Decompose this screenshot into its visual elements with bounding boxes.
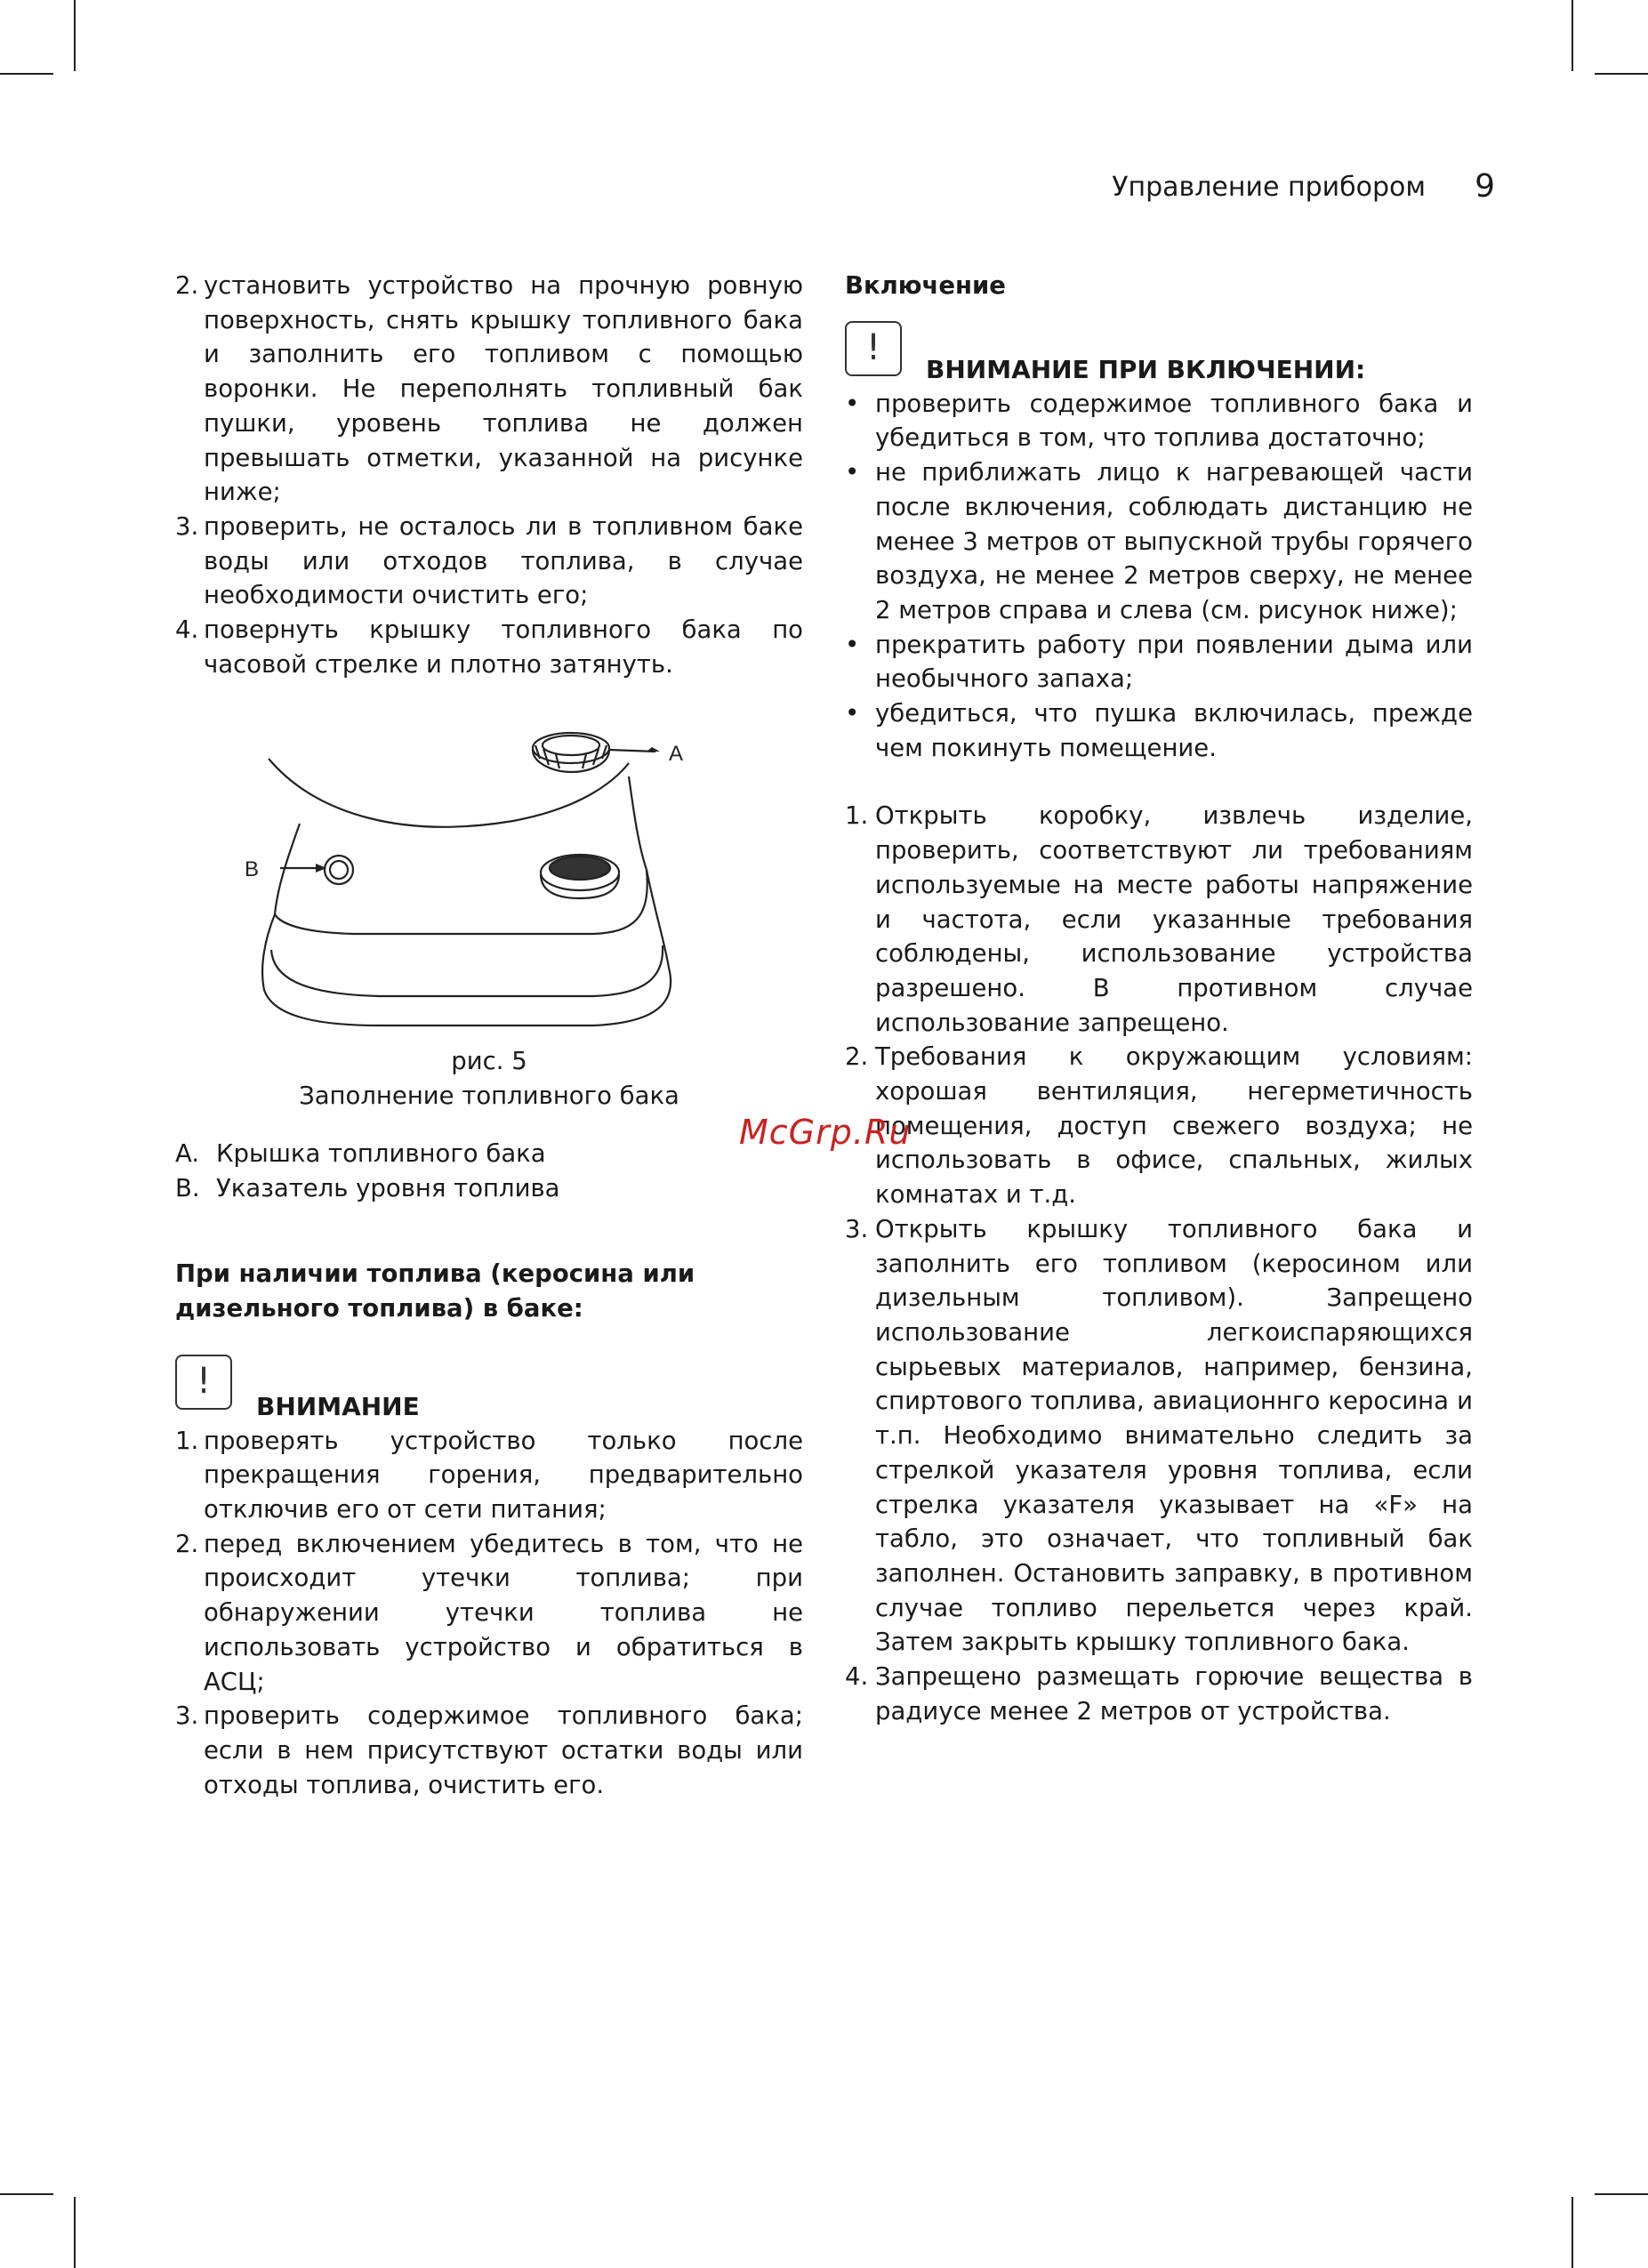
warning-title: ВНИМАНИЕ ПРИ ВКЛЮЧЕНИИ: [926, 354, 1366, 384]
crop-mark [1572, 0, 1573, 71]
list-item: 1. проверять устройство только после прекращения горения, предварительно отключив его от сети питания; [175, 1426, 803, 1524]
warning-list [175, 1424, 803, 1803]
page-number: 9 [1475, 168, 1495, 205]
label-a: A [669, 742, 684, 767]
list-item: 1. Открыть коробку, извлечь изделие, проверить, соответствуют ли требованиям используемые на месте работы напряжение и частота, если указанные требования соблюдены, использование устройства разрешено. В противном случае использование запрещено. [845, 801, 1473, 1037]
warning-header [845, 321, 1473, 387]
section-heading: При наличии топлива (керосина или дизельного топлива) в баке: [175, 1259, 695, 1323]
list-item: • убедиться, что пушка включилась, прежде чем покинуть помещение. [845, 699, 1473, 762]
list-item: • прекратить работу при появлении дыма или необычного запаха; [845, 630, 1473, 694]
startup-warning-list [845, 387, 1473, 766]
warning-header [175, 1355, 803, 1424]
figure-caption [175, 1044, 803, 1113]
section-heading: Включение [845, 271, 1006, 300]
legend-item: B. Указатель уровня топлива [175, 1173, 560, 1202]
startup-steps-list [845, 799, 1473, 1728]
list-item: 2. перед включением убедитесь в том, что не происходит утечки топлива; при обнаружении утечки топлива не использовать устройство и обратиться в АСЦ; [175, 1529, 803, 1696]
figure-legend [175, 1137, 803, 1205]
crop-mark [1595, 73, 1648, 75]
refuel-steps-list [175, 269, 803, 681]
crop-mark [74, 2197, 76, 2268]
left-column [175, 269, 803, 1802]
figure-number: рис. 5 [451, 1047, 527, 1076]
list-item: • проверить содержимое топливного бака и убедиться в том, что топлива достаточно; [845, 389, 1473, 453]
crop-mark [74, 0, 76, 71]
list-item: 3. проверить содержимое топливного бака; если в нем присутствуют остатки воды или отходы топлива, очистить его. [175, 1701, 803, 1799]
running-header: Управление прибором [1112, 172, 1426, 203]
crop-mark [1572, 2197, 1573, 2268]
list-item: 4. Запрещено размещать горючие вещества в радиусе менее 2 метров от устройства. [845, 1662, 1473, 1725]
warning-title: ВНИМАНИЕ [256, 1391, 420, 1421]
legend-item: A. Крышка топливного бака [175, 1138, 546, 1168]
list-item: 4. повернуть крышку топливного бака по часовой стрелке и плотно затянуть. [175, 615, 803, 679]
fuel-tank-figure [175, 710, 803, 1039]
list-item: 2. установить устройство на прочную ровную поверхность, снять крышку топливного бака и заполнить его топливом с помощью воронки. Не переполнять топливный бак пушки, уровень топлива не должен превышать отметки, указанной на рисунке ниже; [175, 271, 803, 507]
figure-title: Заполнение топливного бака [299, 1082, 679, 1111]
fuel-tank-illustration [175, 710, 803, 1039]
list-item: 3. Открыть крышку топливного бака и заполнить его топливом (керосином или дизельным топливом). Запрещено использование легкоиспаряющихся сырьевых материалов, например, бензина, спиртового топлива, авиационнго керосина и т.п. Необходимо внимательно следить за стрелкой указателя уровня топлива, если стрелка указателя указывает на «F» на табло, это означает, что топливный бак заполнен. Остановить заправку, в противном случае топливо перельется через край. Затем закрыть крышку топливного бака. [845, 1214, 1473, 1657]
label-b: B [245, 857, 260, 882]
right-column [845, 269, 1473, 1728]
list-item: • не приближать лицо к нагревающей части после включения, соблюдать дистанцию не менее 3 метров от выпускной трубы горячего воздуха, не менее 2 метров сверху, не менее 2 метров справа и слева (см. рисунок ниже); [845, 458, 1473, 624]
exclamation-icon: ! [845, 321, 902, 376]
list-item: 3. проверить, не осталось ли в топливном баке воды или отходов топлива, в случае необходимости очистить его; [175, 511, 803, 610]
exclamation-icon: ! [175, 1355, 232, 1410]
crop-mark [1595, 2193, 1648, 2195]
crop-mark [0, 2193, 53, 2195]
crop-mark [0, 73, 53, 75]
watermark: McGrp.Ru [739, 1113, 912, 1152]
list-item: 2. Требования к окружающим условиям: хорошая вентиляция, негерметичность помещения, доступ свежего воздуха; не использовать в офисе, спальных, жилых комнатах и т.д. [845, 1042, 1473, 1210]
